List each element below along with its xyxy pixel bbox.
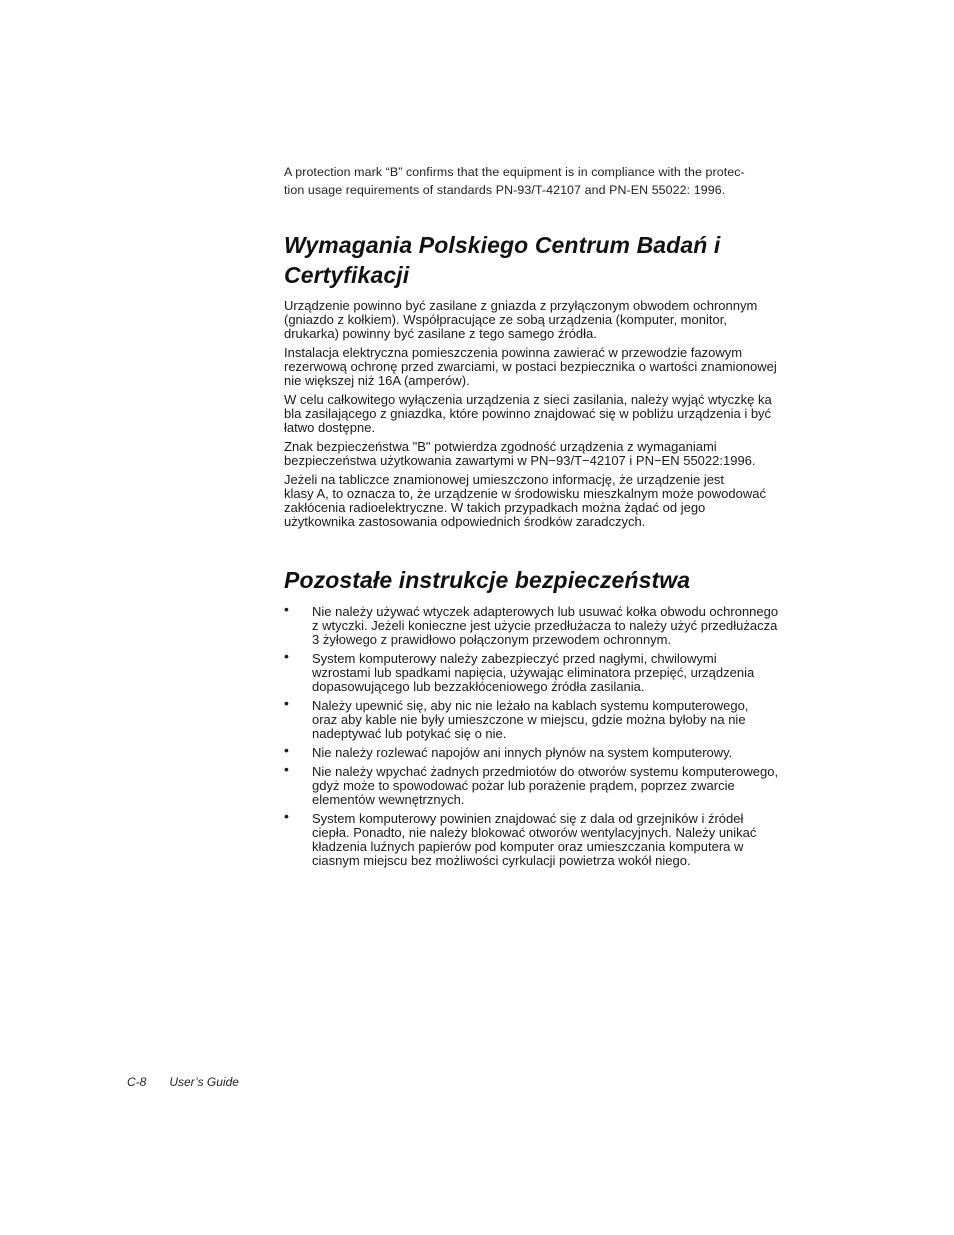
paragraph-line: nie większej niż 16A (amperów). <box>284 373 470 388</box>
intro-line: tion usage requirements of standards PN-93/T-42107 and PN-EN 55022: 1996. <box>284 183 726 197</box>
bullet-icon: • <box>284 761 289 777</box>
list-item <box>284 761 814 807</box>
section-heading <box>284 230 814 290</box>
section-other-safety-instructions <box>284 565 814 873</box>
list-item-line: Nie należy rozlewać napojów ani innych płynów na system komputerowy. <box>312 745 733 760</box>
list-item-line: Nie należy wpychać żadnych przedmiotów do otworów systemu komputerowego, <box>312 764 779 779</box>
list-item-line: 3 żyłowego z prawidłowo połączonym przewodem ochronnym. <box>312 632 672 647</box>
bullet-icon: • <box>284 648 289 664</box>
paragraph-electrical-installation <box>284 346 814 388</box>
heading-line: Wymagania Polskiego Centrum Badań i <box>284 232 721 258</box>
list-item <box>284 808 814 868</box>
list-item-line: oraz aby kable nie były umieszczone w miejscu, gdzie można byłoby na nie <box>312 712 746 727</box>
paragraph-line: bla zasilającego z gniazdka, które powinno znajdować się w pobliżu urządzenia i być <box>284 406 772 421</box>
list-item <box>284 695 814 741</box>
list-item-line: kładzenia luźnych papierów pod komputer oraz umieszczania komputera w <box>312 839 744 854</box>
bullet-list <box>284 601 814 868</box>
list-item-line: gdyż może to spowodować pożar lub porażenie prądem, poprzez zwarcie <box>312 778 735 793</box>
bullet-icon: • <box>284 742 289 758</box>
bullet-icon: • <box>284 808 289 824</box>
bullet-icon: • <box>284 601 289 617</box>
paragraph-line: (gniazdo z kołkiem). Współpracujące ze sobą urządzenia (komputer, monitor, <box>284 312 727 327</box>
book-title: User’s Guide <box>169 1075 239 1089</box>
list-item-line: ciasnym miejscu bez możliwości cyrkulacji powietrza wokół niego. <box>312 853 691 868</box>
paragraph-line: rezerwową ochronę przed zwarciami, w postaci bezpiecznika o wartości znamionowej <box>284 359 777 374</box>
paragraph-disconnect <box>284 393 814 435</box>
paragraph-line: Instalacja elektryczna pomieszczenia powinna zawierać w przewodzie fazowym <box>284 345 743 360</box>
list-item-line: wzrostami lub spadkami napięcia, używając eliminatora przepięć, urządzenia <box>312 665 755 680</box>
paragraph-line: zakłócenia radioelektryczne. W takich przypadkach można żądać od jego <box>284 500 706 515</box>
paragraph-power-outlet <box>284 299 814 341</box>
list-item-line: nadeptywać lub potykać się o nie. <box>312 726 507 741</box>
list-item-line: z wtyczki. Jeżeli konieczne jest użycie przedłużacza to należy użyć przedłużacza <box>312 618 778 633</box>
paragraph-class-a <box>284 473 814 529</box>
bullet-icon: • <box>284 695 289 711</box>
section-heading: Pozostałe instrukcje bezpieczeństwa <box>284 567 691 593</box>
intro-line: A protection mark “B” confirms that the equipment is in compliance with the protec- <box>284 165 745 179</box>
paragraph-safety-mark <box>284 440 814 468</box>
section-pcbc-requirements <box>284 230 814 534</box>
list-item-line: Należy upewnić się, aby nic nie leżało na kablach systemu komputerowego, <box>312 698 749 713</box>
paragraph-line: Znak bezpieczeństwa "B" potwierdza zgodność urządzenia z wymaganiami <box>284 439 717 454</box>
paragraph-line: Urządzenie powinno być zasilane z gniazda z przyłączonym obwodem ochronnym <box>284 298 758 313</box>
list-item <box>284 742 814 760</box>
list-item-line: ciepła. Ponadto, nie należy blokować otworów wentylacyjnych. Należy unikać <box>312 825 757 840</box>
paragraph-line: użytkownika zastosowania odpowiednich środków zaradczych. <box>284 514 646 529</box>
paragraph-line: łatwo dostępne. <box>284 420 376 435</box>
list-item <box>284 648 814 694</box>
page-number: C-8 <box>127 1075 147 1089</box>
paragraph-line: W celu całkowitego wyłączenia urządzenia z sieci zasilania, należy wyjąć wtyczkę ka <box>284 392 772 407</box>
list-item <box>284 601 814 647</box>
paragraph-line: drukarka) powinny być zasilane z tego samego źródła. <box>284 326 597 341</box>
list-item-line: Nie należy używać wtyczek adapterowych lub usuwać kołka obwodu ochronnego <box>312 604 779 619</box>
paragraph-line: bezpieczeństwa użytkowania zawartymi w PN−93/T−42107 i PN−EN 55022:1996. <box>284 453 756 468</box>
page-footer <box>127 1075 239 1089</box>
list-item-line: System komputerowy należy zabezpieczyć przed nagłymi, chwilowymi <box>312 651 717 666</box>
list-item-line: elementów wewnętrznych. <box>312 792 465 807</box>
paragraph-line: Jeżeli na tabliczce znamionowej umieszczono informację, że urządzenie jest <box>284 472 725 487</box>
list-item-line: dopasowującego lub bezzakłóceniowego źródła zasilania. <box>312 679 645 694</box>
heading-line: Certyfikacji <box>284 262 410 288</box>
paragraph-line: klasy A, to oznacza to, że urządzenie w środowisku mieszkalnym może powodować <box>284 486 766 501</box>
list-item-line: System komputerowy powinien znajdować się z dala od grzejników i źródeł <box>312 811 744 826</box>
intro-paragraph <box>284 163 816 199</box>
